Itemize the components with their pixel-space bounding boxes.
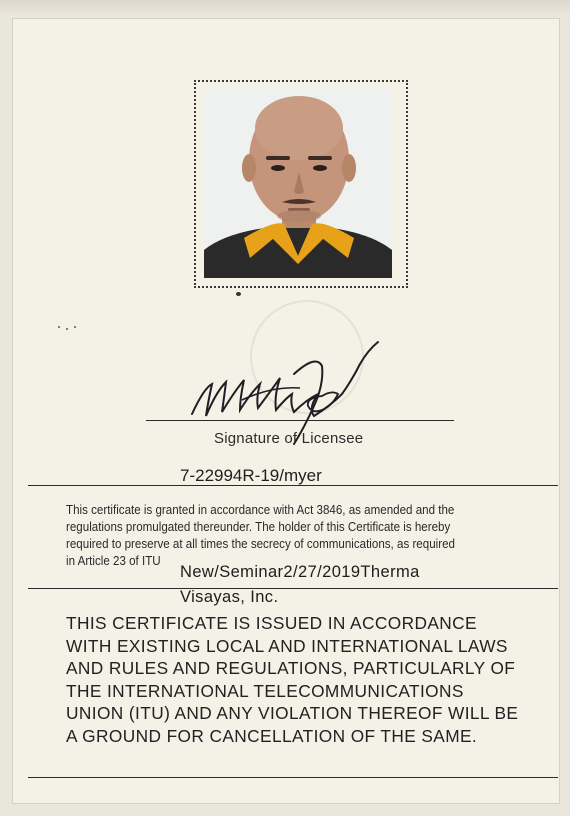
- grant-line: in Article 23 of ITU: [66, 554, 161, 568]
- notice-line: AND RULES AND REGULATIONS, PARTICULARLY OF: [66, 658, 516, 679]
- speck: [74, 326, 76, 328]
- notice-line: THIS CERTIFICATE IS ISSUED IN ACCORDANCE: [66, 613, 477, 633]
- speck: [58, 326, 60, 328]
- licensee-photo: [204, 88, 392, 278]
- notice-line: UNION (ITU) AND ANY VIOLATION THEREOF WILL BE: [66, 703, 519, 724]
- speck: [66, 328, 68, 330]
- notice-line: WITH EXISTING LOCAL AND INTERNATIONAL LAWS: [66, 635, 508, 656]
- divider-top: [28, 485, 558, 486]
- grant-line: required to preserve at all times the secrecy of communications, as required: [66, 537, 455, 551]
- divider-middle: [28, 588, 558, 589]
- grant-paragraph: [66, 502, 508, 570]
- notice-paragraph: [66, 612, 546, 748]
- signature-label: Signature of Licensee: [214, 430, 364, 447]
- divider-bottom: [28, 777, 558, 778]
- page-top-edge: [0, 0, 570, 18]
- signature-line: [146, 420, 454, 421]
- notice-line: A GROUND FOR CANCELLATION OF THE SAME.: [66, 725, 478, 746]
- licensee-portrait-illustration: [204, 88, 392, 278]
- grant-line: This certificate is granted in accordance with Act 3846, as amended and the: [66, 503, 455, 517]
- typed-entry-line2: Visayas, Inc.: [180, 588, 279, 606]
- certificate-number: 7-22994R-19/myer: [180, 466, 322, 485]
- notice-line: THE INTERNATIONAL TELECOMMUNICATIONS: [66, 680, 464, 701]
- typed-entry-line1: New/Seminar2/27/2019Therma: [180, 563, 420, 581]
- speck: [236, 292, 241, 296]
- grant-line: regulations promulgated thereunder. The holder of this Certificate is hereby: [66, 520, 451, 534]
